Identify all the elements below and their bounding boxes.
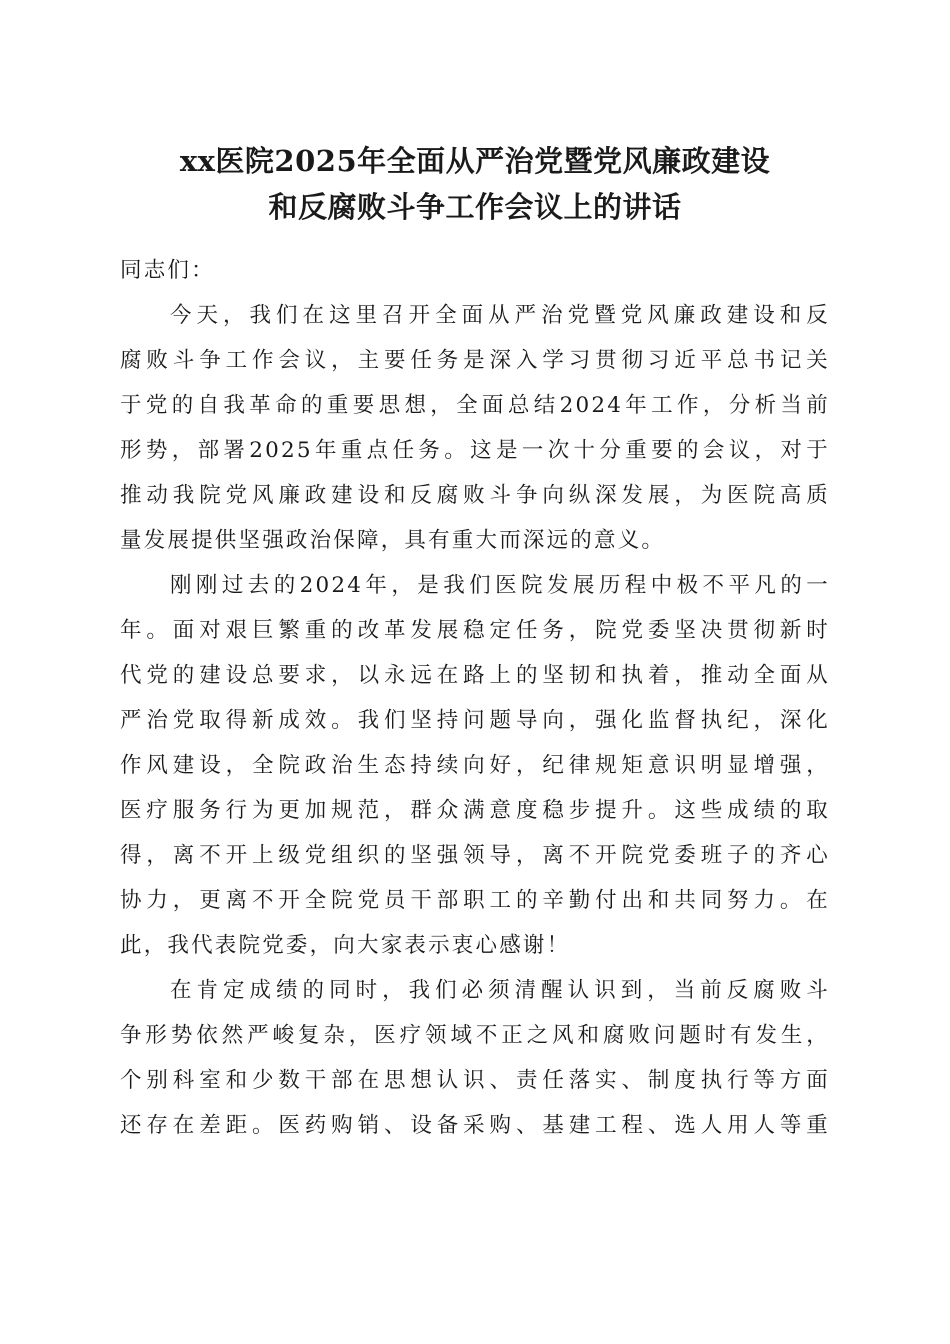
paragraph-line: 腐败斗争工作会议，主要任务是深入学习贯彻习近平总书记关 xyxy=(120,348,830,373)
paragraph-line: 推动我院党风廉政建设和反腐败斗争向纵深发展，为医院高质 xyxy=(120,483,830,508)
paragraph-line: 今天，我们在这里召开全面从严治党暨党风廉政建设和反 xyxy=(170,303,830,328)
paragraph-line: 还存在差距。医药购销、设备采购、基建工程、选人用人等重 xyxy=(120,1113,830,1138)
paragraph-line: 年。面对艰巨繁重的改革发展稳定任务，院党委坚决贯彻新时 xyxy=(120,618,830,643)
paragraph-line: 个别科室和少数干部在思想认识、责任落实、制度执行等方面 xyxy=(120,1068,830,1093)
paragraph-line: 争形势依然严峻复杂，医疗领域不正之风和腐败问题时有发生， xyxy=(120,1023,830,1048)
paragraph-line: 形势，部署2025年重点任务。这是一次十分重要的会议，对于 xyxy=(120,438,830,463)
paragraph-line: 此，我代表院党委，向大家表示衷心感谢！ xyxy=(120,933,571,958)
title-line-1: xx医院2025年全面从严治党暨党风廉政建设 xyxy=(179,144,771,178)
paragraph-line: 协力，更离不开全院党员干部职工的辛勤付出和共同努力。在 xyxy=(120,888,830,913)
paragraph-line: 得，离不开上级党组织的坚强领导，离不开院党委班子的齐心 xyxy=(120,843,830,868)
salutation: 同志们： xyxy=(120,258,215,283)
paragraph-line: 作风建设，全院政治生态持续向好，纪律规矩意识明显增强， xyxy=(120,753,830,778)
document-body xyxy=(120,248,830,1148)
document-title xyxy=(80,138,870,230)
paragraph-2 xyxy=(120,563,830,968)
paragraph-line: 代党的建设总要求，以永远在路上的坚韧和执着，推动全面从 xyxy=(120,663,830,688)
paragraph-line: 刚刚过去的2024年，是我们医院发展历程中极不平凡的一 xyxy=(170,573,830,598)
paragraph-3 xyxy=(120,968,830,1148)
paragraph-line: 在肯定成绩的同时，我们必须清醒认识到，当前反腐败斗 xyxy=(170,978,830,1003)
title-line-2: 和反腐败斗争工作会议上的讲话 xyxy=(268,190,682,224)
paragraph-1 xyxy=(120,293,830,563)
paragraph-line: 量发展提供坚强政治保障，具有重大而深远的意义。 xyxy=(120,528,666,553)
paragraph-line: 于党的自我革命的重要思想，全面总结2024年工作，分析当前 xyxy=(120,393,830,418)
paragraph-line: 严治党取得新成效。我们坚持问题导向，强化监督执纪，深化 xyxy=(120,708,830,733)
paragraph-line: 医疗服务行为更加规范，群众满意度稳步提升。这些成绩的取 xyxy=(120,798,830,823)
